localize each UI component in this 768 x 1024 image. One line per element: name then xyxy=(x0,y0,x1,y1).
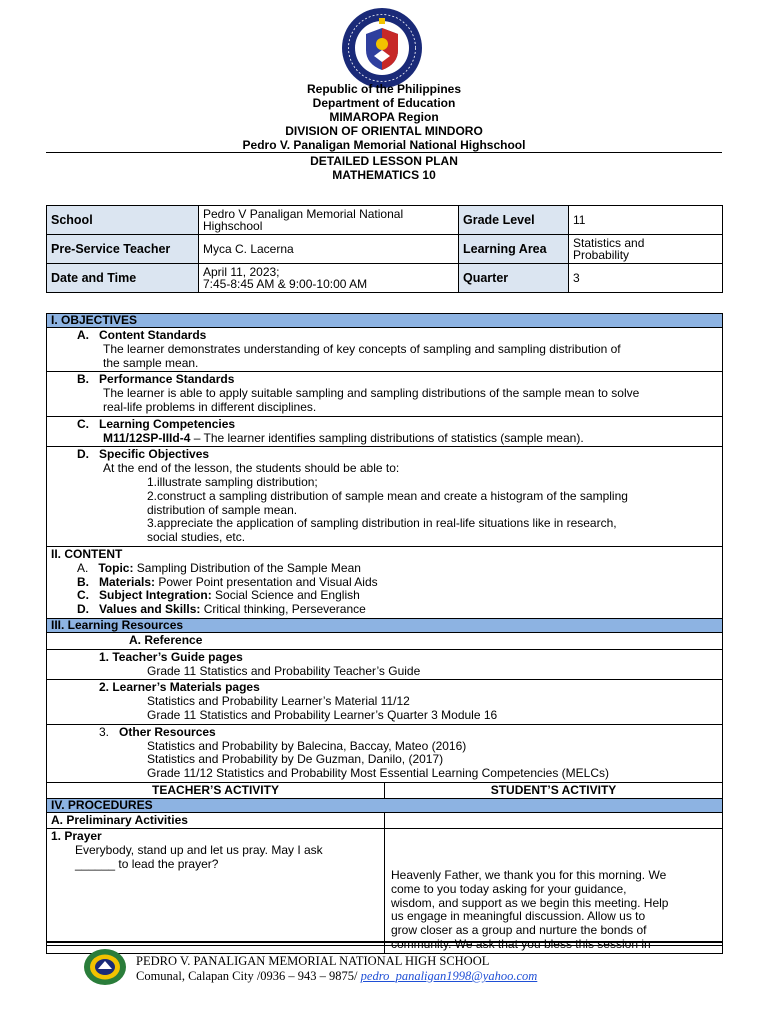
learning-area-value: Statistics and Probability xyxy=(569,235,723,264)
prayer-teacher-cell: 1. Prayer Everybody, stand up and let us pray. May I ask ______ to lead the prayer? xyxy=(47,828,385,953)
learning-area-label: Learning Area xyxy=(459,235,569,264)
learning-resources-heading: III. Learning Resources xyxy=(47,618,723,632)
reference-row: A. Reference xyxy=(47,632,723,649)
specific-objectives-section: D. Specific Objectives At the end of the lesson, the students should be able to: 1.illustrate sampling distribution; 2.construct a sampling distribution of sample mean and create a histogram of the sampling distribution of sample mean. 3.appreciate the application of sampling distribution in real-life situations like in research, social studies, etc. xyxy=(47,447,723,547)
teachers-guide-section: 1. Teacher’s Guide pages Grade 11 Statistics and Probability Teacher’s Guide xyxy=(47,649,723,680)
header-republic: Republic of the Philippines xyxy=(306,82,461,96)
quarter-label: Quarter xyxy=(459,264,569,293)
header-division: DIVISION OF ORIENTAL MINDORO xyxy=(285,124,483,138)
quarter-value: 3 xyxy=(569,264,723,293)
student-activity-header: STUDENT’S ACTIVITY xyxy=(385,782,723,798)
procedures-heading: IV. PROCEDURES xyxy=(47,798,723,812)
learners-materials-section: 2. Learner’s Materials pages Statistics and Probability Learner’s Material 11/12 Grade 11 Statistics and Probability Learner’s Quarter 3 Module 16 xyxy=(47,680,723,724)
content-section: II. CONTENT A. Topic: Sampling Distribution of the Sample Mean B. Materials: Power Point presentation and Visual Aids C. Subject Integration: Social Science and English D. Values and Skills: Critical thinking, Perseverance xyxy=(47,546,723,618)
school-value: Pedro V Panaligan Memorial National Highschool xyxy=(199,206,459,235)
document-title: DETAILED LESSON PLAN xyxy=(310,154,458,168)
preliminary-activities-student-cell xyxy=(385,812,723,828)
objectives-heading: I. OBJECTIVES xyxy=(47,314,723,328)
footer-contact: Comunal, Calapan City /0936 – 943 – 9875/ pedro_panaligan1998@yahoo.com xyxy=(136,969,538,983)
prayer-student-cell: Heavenly Father, we thank you for this morning. We come to you today asking for your guidance, wisdom, and support as we begin this meeting. Help us engage in meaningful discussion. Allow us to grow closer as a group and nurture the bonds of community. We ask that you bless this session in xyxy=(385,828,723,953)
document-subject: MATHEMATICS 10 xyxy=(332,168,436,182)
lesson-plan-table xyxy=(46,313,723,954)
school-label: School xyxy=(47,206,199,235)
date-time-value: April 11, 2023; 7:45-8:45 AM & 9:00-10:00 AM xyxy=(199,264,459,293)
school-logo xyxy=(82,947,128,987)
lesson-info-table xyxy=(46,205,723,293)
footer-school-name: PEDRO V. PANALIGAN MEMORIAL NATIONAL HIGH SCHOOL xyxy=(136,954,490,968)
header-department: Department of Education xyxy=(312,96,456,110)
teacher-label: Pre-Service Teacher xyxy=(47,235,199,264)
teacher-value: Myca C. Lacerna xyxy=(199,235,459,264)
deped-seal-logo xyxy=(340,6,424,90)
performance-standards-section: B. Performance Standards The learner is able to apply suitable sampling and sampling distributions of the sample mean to solve real-life problems in different disciplines. xyxy=(47,372,723,416)
teacher-activity-header: TEACHER’S ACTIVITY xyxy=(47,782,385,798)
preliminary-activities-label: A. Preliminary Activities xyxy=(47,812,385,828)
content-standards-section: A. Content Standards The learner demonstrates understanding of key concepts of sampling and sampling distribution of the sample mean. xyxy=(47,328,723,372)
header-region: MIMAROPA Region xyxy=(329,110,439,124)
date-time-label: Date and Time xyxy=(47,264,199,293)
footer-email-link[interactable]: pedro_panaligan1998@yahoo.com xyxy=(360,969,538,983)
grade-level-label: Grade Level xyxy=(459,206,569,235)
other-resources-section: 3. Other Resources Statistics and Probability by Balecina, Baccay, Mateo (2016) Statistics and Probability by De Guzman, Danilo, (2017) Grade 11/12 Statistics and Probability Most Essential Learning Competencies (MELCs) xyxy=(47,724,723,782)
grade-level-value: 11 xyxy=(569,206,723,235)
header-divider xyxy=(46,152,722,153)
learning-competencies-section: C. Learning Competencies M11/12SP-IIId-4 – The learner identifies sampling distributions of statistics (sample mean). xyxy=(47,416,723,447)
header-school: Pedro V. Panaligan Memorial National Highschool xyxy=(242,138,526,152)
footer-divider-thin xyxy=(46,945,722,946)
footer-divider xyxy=(46,941,722,943)
